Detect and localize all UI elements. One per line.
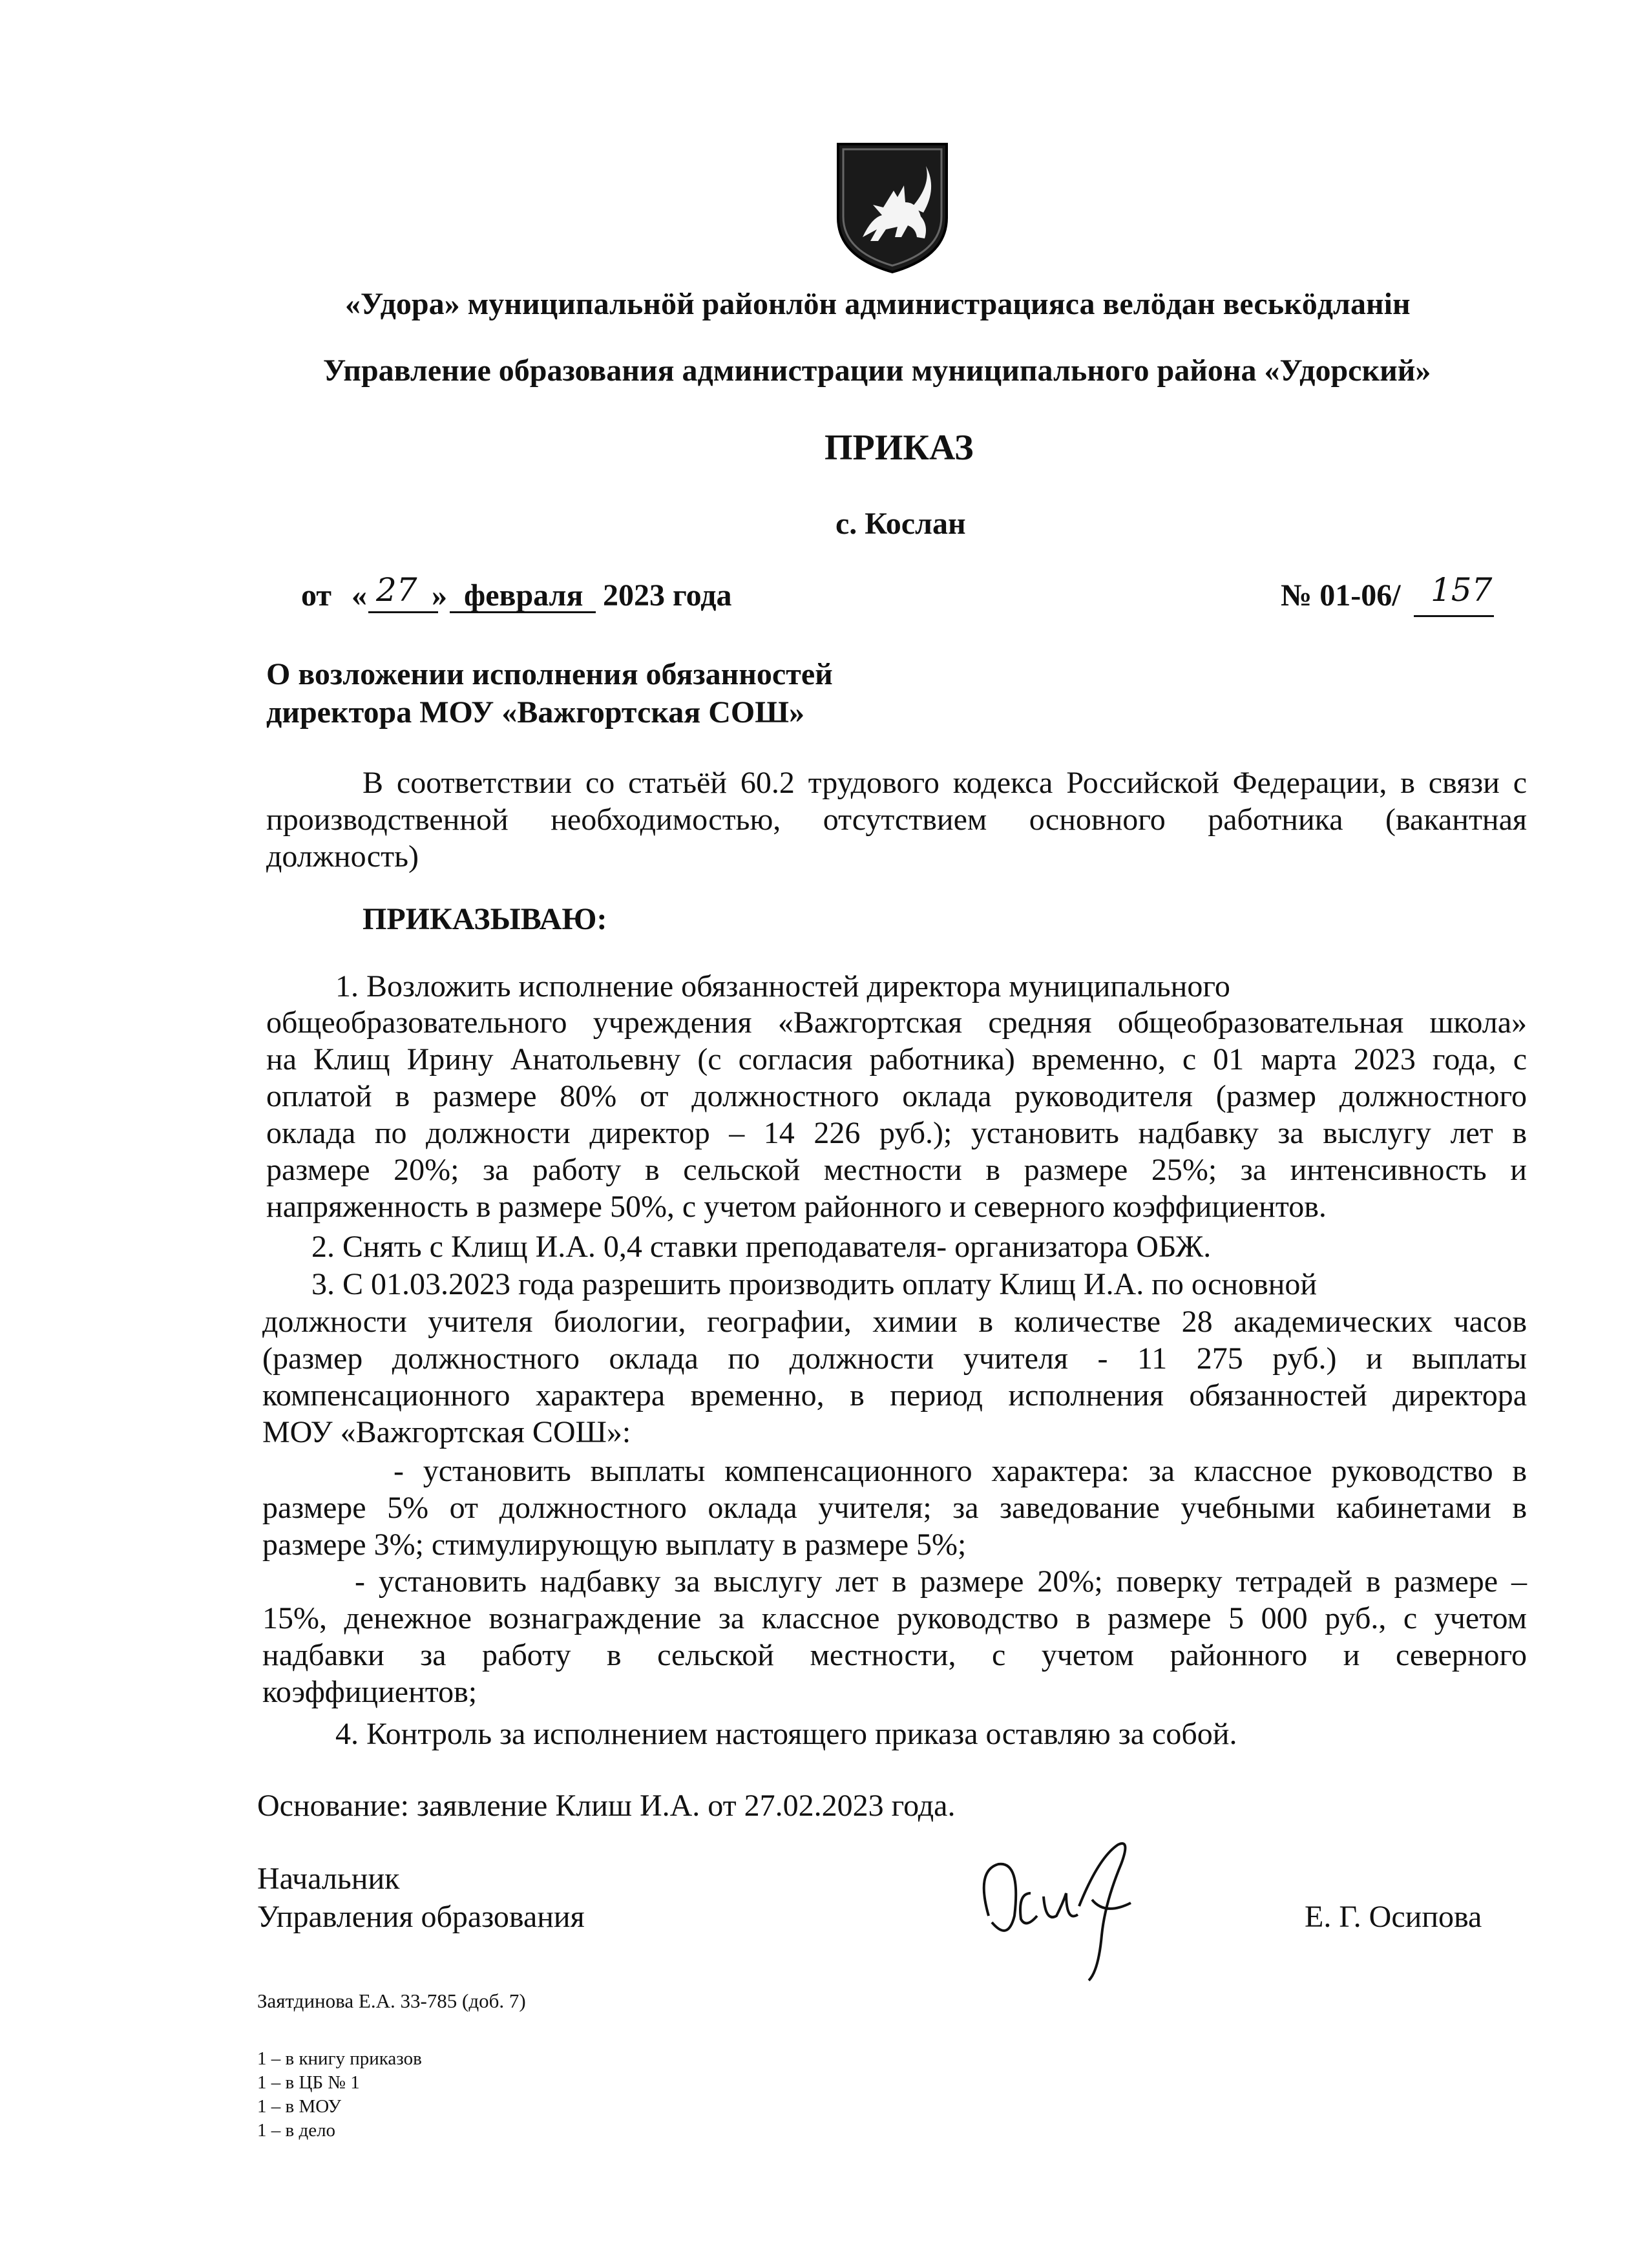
date-close-quote: » <box>432 578 447 613</box>
preamble-line-1: В соответствии со статьёй 60.2 трудового кодекса Российской Федерации, в связи с <box>362 766 1527 800</box>
basis: Основание: заявление Клиш И.А. от 27.02.2023 года. <box>257 1789 956 1823</box>
item-3-line-5: МОУ «Важгортская СОШ»: <box>262 1415 631 1449</box>
item-2: 2. Снять с Клищ И.А. 0,4 ставки преподавателя- организатора ОБЖ. <box>311 1230 1212 1264</box>
signatory-name: Е. Г. Осипова <box>1305 1900 1482 1934</box>
item-1-line-4: оплатой в размере 80% от должностного оклада руководителя (размер должностного <box>266 1079 1527 1113</box>
distribution-item: 1 – в ЦБ № 1 <box>257 2072 360 2093</box>
doc-type-title: ПРИКАЗ <box>824 428 974 468</box>
item-3-line-4: компенсационного характера временно, в период исполнения обязанностей директора <box>262 1378 1527 1412</box>
item-3-line-3: (размер должностного оклада по должности учителя - 11 275 руб.) и выплаты <box>262 1341 1527 1376</box>
date-open-quote: « <box>352 578 367 613</box>
item-3-line-12: коэффициентов; <box>262 1675 478 1709</box>
item-3-line-2: должности учителя биологии, географии, химии в количестве 28 академических часов <box>262 1305 1527 1339</box>
coat-of-arms-emblem <box>834 140 951 276</box>
date-prefix: от <box>301 578 331 613</box>
date-year: 2023 года <box>603 578 732 613</box>
item-3-line-1: 3. С 01.03.2023 года разрешить производить оплату Клищ И.А. по основной <box>311 1267 1318 1301</box>
distribution-item: 1 – в книгу приказов <box>257 2048 422 2069</box>
distribution-list <box>257 2047 422 2143</box>
order-number-handwritten: 157 <box>1431 571 1493 609</box>
preamble-line-3: должность) <box>266 839 419 874</box>
header-komi-line: «Удора» муниципальнӧй районлӧн администрацияса велӧдан веськӧдланін <box>345 287 1411 321</box>
preamble-line-2: производственной необходимостью, отсутствием основного работника (вакантная <box>266 803 1527 837</box>
executor-info: Заятдинова Е.А. 33-785 (доб. 7) <box>257 1990 526 2012</box>
item-4: 4. Контроль за исполнением настоящего приказа оставляю за собой. <box>335 1717 1237 1751</box>
item-1-line-6: размере 20%; за работу в сельской местности в размере 25%; за интенсивность и <box>266 1153 1527 1187</box>
item-3-line-8: размере 3%; стимулирующую выплату в размере 5%; <box>262 1528 967 1562</box>
handwritten-signature <box>969 1832 1176 1987</box>
signatory-position-line-2: Управления образования <box>257 1900 585 1934</box>
item-3-line-6: - установить выплаты компенсационного характера: за классное руководство в <box>394 1454 1527 1488</box>
signatory-position-line-1: Начальник <box>257 1862 400 1896</box>
item-3-line-10: 15%, денежное вознаграждение за классное руководство в размере 5 000 руб., с учетом <box>262 1601 1527 1635</box>
distribution-item: 1 – в дело <box>257 2120 336 2141</box>
item-1-line-1: 1. Возложить исполнение обязанностей директора муниципального <box>335 969 1230 1003</box>
item-1-line-2: общеобразовательного учреждения «Важгортская средняя общеобразовательная школа» <box>266 1005 1527 1040</box>
date-month-underline <box>450 611 596 613</box>
subject-line-1: О возложении исполнения обязанностей <box>266 657 833 691</box>
date-day-underline <box>368 611 438 613</box>
header-ru-line: Управление образования администрации муниципального района «Удорский» <box>323 353 1431 388</box>
order-number-underline <box>1414 615 1494 617</box>
distribution-item: 1 – в МОУ <box>257 2096 342 2117</box>
item-1-line-5: оклада по должности директор – 14 226 руб.); установить надбавку за выслугу лет в <box>266 1116 1527 1150</box>
order-number-prefix: № 01-06/ <box>1281 578 1401 613</box>
item-3-line-11: надбавки за работу в сельской местности, с учетом районного и северного <box>262 1638 1527 1672</box>
subject-line-2: директора МОУ «Важгортская СОШ» <box>266 695 804 730</box>
place: с. Кослан <box>835 507 966 541</box>
item-1-line-3: на Клищ Ирину Анатольевну (с согласия работника) временно, с 01 марта 2023 года, с <box>266 1042 1527 1076</box>
item-1-line-7: напряженность в размере 50%, с учетом районного и северного коэффициентов. <box>266 1190 1327 1224</box>
date-month: февраля <box>464 578 583 613</box>
date-day-handwritten: 27 <box>376 571 417 609</box>
item-3-line-7: размере 5% от должностного оклада учителя; за заведование учебными кабинетами в <box>262 1491 1527 1525</box>
order-word: ПРИКАЗЫВАЮ: <box>362 902 607 936</box>
item-3-line-9: - установить надбавку за выслугу лет в размере 20%; поверку тетрадей в размере – <box>355 1564 1527 1599</box>
